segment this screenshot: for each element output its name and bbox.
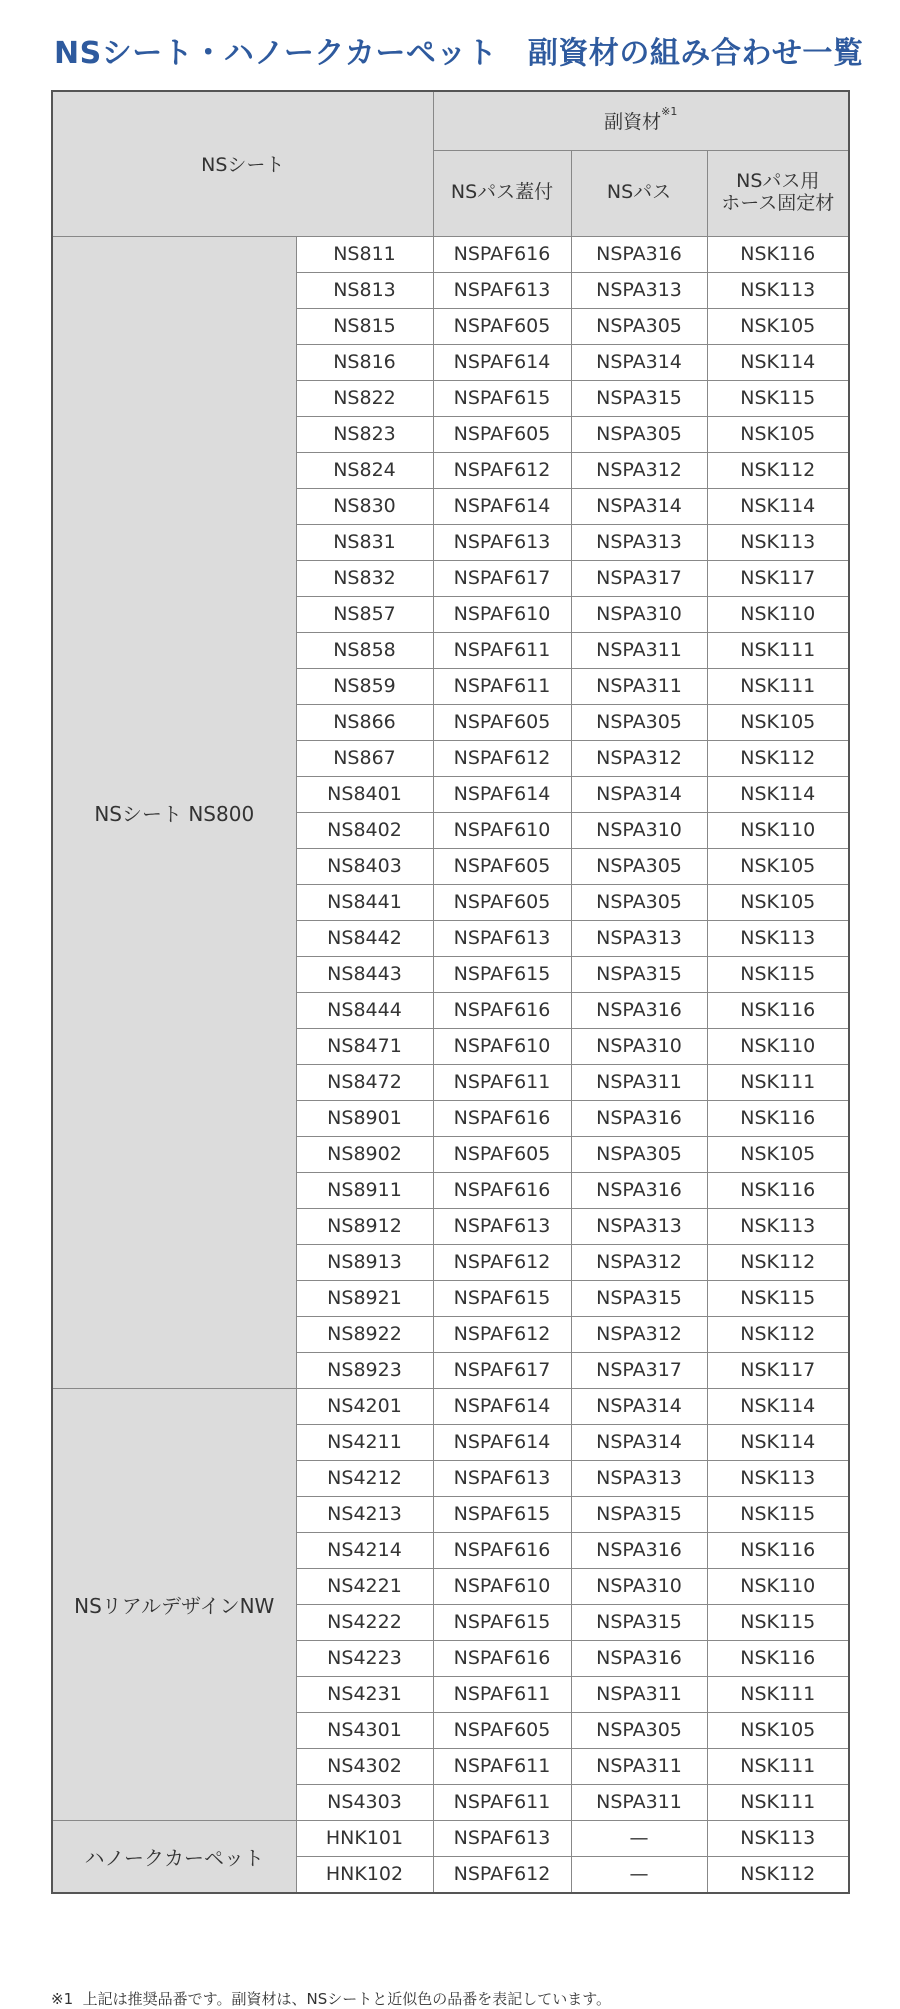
header-col-cap: NSパス蓋付 [433, 150, 571, 236]
cell-sheet-code: NS4213 [296, 1496, 433, 1532]
cell-hose-fixer: NSK116 [707, 1100, 849, 1136]
cell-pass-cap: NSPAF610 [433, 1568, 571, 1604]
cell-hose-fixer: NSK114 [707, 488, 849, 524]
cell-pass: NSPA314 [571, 776, 707, 812]
cell-hose-fixer: NSK110 [707, 812, 849, 848]
table-body [52, 236, 849, 1893]
cell-pass-cap: NSPAF605 [433, 1712, 571, 1748]
cell-pass: NSPA315 [571, 1496, 707, 1532]
cell-pass-cap: NSPAF616 [433, 1172, 571, 1208]
header-col-hose-line1: NSパス用 [736, 170, 820, 193]
cell-pass-cap: NSPAF605 [433, 1136, 571, 1172]
cell-sheet-code: NS4303 [296, 1784, 433, 1820]
cell-pass: NSPA315 [571, 1280, 707, 1316]
cell-hose-fixer: NSK113 [707, 920, 849, 956]
header-materials [433, 91, 849, 150]
cell-hose-fixer: NSK117 [707, 560, 849, 596]
cell-pass-cap: NSPAF611 [433, 1676, 571, 1712]
group-label: ハノークカーペット [52, 1820, 296, 1893]
cell-pass: NSPA315 [571, 1604, 707, 1640]
cell-sheet-code: NS4201 [296, 1388, 433, 1424]
cell-hose-fixer: NSK115 [707, 1280, 849, 1316]
cell-hose-fixer: NSK112 [707, 740, 849, 776]
cell-pass-cap: NSPAF613 [433, 1460, 571, 1496]
cell-hose-fixer: NSK105 [707, 884, 849, 920]
cell-pass: NSPA313 [571, 920, 707, 956]
cell-pass-cap: NSPAF616 [433, 236, 571, 272]
cell-pass-cap: NSPAF612 [433, 1316, 571, 1352]
cell-pass: NSPA316 [571, 1640, 707, 1676]
cell-pass: NSPA314 [571, 344, 707, 380]
cell-pass-cap: NSPAF610 [433, 1028, 571, 1064]
table-row [52, 1388, 849, 1424]
cell-sheet-code: NS8921 [296, 1280, 433, 1316]
cell-hose-fixer: NSK112 [707, 1856, 849, 1893]
cell-pass-cap: NSPAF612 [433, 452, 571, 488]
table-row [52, 236, 849, 272]
cell-sheet-code: NS859 [296, 668, 433, 704]
cell-pass-cap: NSPAF614 [433, 488, 571, 524]
cell-pass-cap: NSPAF605 [433, 416, 571, 452]
cell-sheet-code: HNK102 [296, 1856, 433, 1893]
cell-pass-cap: NSPAF616 [433, 1100, 571, 1136]
cell-hose-fixer: NSK111 [707, 1064, 849, 1100]
footnote-mark: ※1 [51, 1990, 74, 2008]
cell-pass: NSPA313 [571, 1208, 707, 1244]
cell-hose-fixer: NSK114 [707, 1424, 849, 1460]
cell-pass: NSPA317 [571, 1352, 707, 1388]
cell-pass-cap: NSPAF610 [433, 812, 571, 848]
cell-pass: NSPA305 [571, 848, 707, 884]
cell-pass: NSPA314 [571, 488, 707, 524]
cell-pass: NSPA316 [571, 236, 707, 272]
cell-hose-fixer: NSK112 [707, 1244, 849, 1280]
cell-hose-fixer: NSK105 [707, 308, 849, 344]
footnote-text: 上記は推奨品番です。副資材は、NSシートと近似色の品番を表記しています。 [82, 1990, 612, 2008]
group-label: NSシート NS800 [52, 236, 296, 1388]
combination-table [51, 90, 850, 1894]
cell-hose-fixer: NSK105 [707, 416, 849, 452]
cell-pass-cap: NSPAF615 [433, 956, 571, 992]
cell-hose-fixer: NSK115 [707, 956, 849, 992]
cell-pass: NSPA311 [571, 668, 707, 704]
cell-hose-fixer: NSK114 [707, 1388, 849, 1424]
cell-pass-cap: NSPAF616 [433, 1532, 571, 1568]
cell-pass-cap: NSPAF615 [433, 1496, 571, 1532]
cell-hose-fixer: NSK110 [707, 1028, 849, 1064]
cell-pass: NSPA316 [571, 1100, 707, 1136]
cell-sheet-code: NS8472 [296, 1064, 433, 1100]
cell-pass-cap: NSPAF614 [433, 1388, 571, 1424]
group-label: NSリアルデザインNW [52, 1388, 296, 1820]
cell-sheet-code: NS824 [296, 452, 433, 488]
cell-hose-fixer: NSK115 [707, 1496, 849, 1532]
cell-pass-cap: NSPAF614 [433, 1424, 571, 1460]
cell-pass-cap: NSPAF613 [433, 1208, 571, 1244]
cell-pass: NSPA305 [571, 416, 707, 452]
cell-pass-cap: NSPAF617 [433, 560, 571, 596]
cell-hose-fixer: NSK114 [707, 776, 849, 812]
cell-pass: NSPA314 [571, 1388, 707, 1424]
cell-hose-fixer: NSK116 [707, 992, 849, 1028]
cell-sheet-code: NS866 [296, 704, 433, 740]
cell-hose-fixer: NSK115 [707, 380, 849, 416]
cell-pass-cap: NSPAF616 [433, 992, 571, 1028]
cell-pass: NSPA305 [571, 884, 707, 920]
cell-pass-cap: NSPAF611 [433, 668, 571, 704]
cell-pass: NSPA315 [571, 380, 707, 416]
cell-pass-cap: NSPAF605 [433, 704, 571, 740]
cell-hose-fixer: NSK110 [707, 596, 849, 632]
cell-pass-cap: NSPAF605 [433, 848, 571, 884]
cell-pass: NSPA316 [571, 1532, 707, 1568]
table-row [52, 1820, 849, 1856]
cell-sheet-code: NS8402 [296, 812, 433, 848]
cell-sheet-code: NS8901 [296, 1100, 433, 1136]
header-materials-note: ※1 [661, 105, 678, 119]
header-materials-label: 副資材 [604, 111, 662, 134]
cell-pass: NSPA310 [571, 596, 707, 632]
cell-pass: NSPA305 [571, 1136, 707, 1172]
cell-sheet-code: NS8912 [296, 1208, 433, 1244]
cell-hose-fixer: NSK116 [707, 1172, 849, 1208]
cell-pass-cap: NSPAF610 [433, 596, 571, 632]
page-title: NSシート・ハノークカーペット 副資材の組み合わせ一覧 [54, 36, 864, 71]
cell-pass: — [571, 1856, 707, 1893]
cell-sheet-code: NS4212 [296, 1460, 433, 1496]
cell-sheet-code: NS831 [296, 524, 433, 560]
cell-hose-fixer: NSK113 [707, 1208, 849, 1244]
cell-sheet-code: NS813 [296, 272, 433, 308]
cell-sheet-code: NS4301 [296, 1712, 433, 1748]
cell-sheet-code: NS8922 [296, 1316, 433, 1352]
cell-pass: NSPA315 [571, 956, 707, 992]
header-sheet: NSシート [52, 91, 433, 236]
cell-sheet-code: NS4302 [296, 1748, 433, 1784]
cell-pass-cap: NSPAF605 [433, 308, 571, 344]
cell-sheet-code: NS811 [296, 236, 433, 272]
cell-pass-cap: NSPAF615 [433, 1604, 571, 1640]
cell-sheet-code: NS8902 [296, 1136, 433, 1172]
header-col-pass: NSパス [571, 150, 707, 236]
cell-sheet-code: NS816 [296, 344, 433, 380]
cell-sheet-code: NS832 [296, 560, 433, 596]
cell-pass: NSPA310 [571, 812, 707, 848]
cell-hose-fixer: NSK112 [707, 452, 849, 488]
cell-sheet-code: NS822 [296, 380, 433, 416]
cell-sheet-code: NS8443 [296, 956, 433, 992]
cell-pass: NSPA312 [571, 1316, 707, 1352]
cell-pass: NSPA314 [571, 1424, 707, 1460]
cell-sheet-code: NS8913 [296, 1244, 433, 1280]
cell-pass: NSPA316 [571, 1172, 707, 1208]
header-col-hose-line2: ホース固定材 [721, 192, 835, 214]
cell-sheet-code: NS857 [296, 596, 433, 632]
cell-pass: NSPA311 [571, 632, 707, 668]
cell-sheet-code: NS8471 [296, 1028, 433, 1064]
cell-pass: — [571, 1820, 707, 1856]
cell-sheet-code: NS867 [296, 740, 433, 776]
cell-sheet-code: NS4211 [296, 1424, 433, 1460]
cell-pass: NSPA313 [571, 1460, 707, 1496]
cell-pass: NSPA305 [571, 704, 707, 740]
cell-pass: NSPA312 [571, 452, 707, 488]
cell-sheet-code: NS823 [296, 416, 433, 452]
cell-pass-cap: NSPAF616 [433, 1640, 571, 1676]
cell-hose-fixer: NSK113 [707, 1820, 849, 1856]
cell-sheet-code: NS4222 [296, 1604, 433, 1640]
cell-pass-cap: NSPAF615 [433, 1280, 571, 1316]
cell-pass-cap: NSPAF612 [433, 1856, 571, 1893]
cell-sheet-code: NS8441 [296, 884, 433, 920]
cell-hose-fixer: NSK116 [707, 1532, 849, 1568]
cell-pass: NSPA313 [571, 524, 707, 560]
cell-pass: NSPA312 [571, 740, 707, 776]
cell-pass-cap: NSPAF611 [433, 1064, 571, 1100]
cell-hose-fixer: NSK110 [707, 1568, 849, 1604]
cell-hose-fixer: NSK114 [707, 344, 849, 380]
cell-hose-fixer: NSK105 [707, 1136, 849, 1172]
cell-pass-cap: NSPAF612 [433, 740, 571, 776]
cell-hose-fixer: NSK105 [707, 848, 849, 884]
cell-sheet-code: HNK101 [296, 1820, 433, 1856]
cell-hose-fixer: NSK116 [707, 236, 849, 272]
cell-pass: NSPA305 [571, 1712, 707, 1748]
cell-hose-fixer: NSK105 [707, 1712, 849, 1748]
cell-sheet-code: NS8911 [296, 1172, 433, 1208]
cell-pass: NSPA310 [571, 1028, 707, 1064]
footnote [51, 1988, 611, 2009]
cell-pass: NSPA312 [571, 1244, 707, 1280]
cell-pass-cap: NSPAF613 [433, 1820, 571, 1856]
cell-sheet-code: NS8401 [296, 776, 433, 812]
cell-pass-cap: NSPAF614 [433, 344, 571, 380]
cell-pass: NSPA311 [571, 1784, 707, 1820]
cell-pass-cap: NSPAF613 [433, 524, 571, 560]
header-col-hose [707, 150, 849, 236]
cell-pass: NSPA316 [571, 992, 707, 1028]
cell-hose-fixer: NSK105 [707, 704, 849, 740]
cell-hose-fixer: NSK113 [707, 524, 849, 560]
cell-hose-fixer: NSK117 [707, 1352, 849, 1388]
cell-pass: NSPA311 [571, 1064, 707, 1100]
cell-sheet-code: NS4214 [296, 1532, 433, 1568]
cell-hose-fixer: NSK111 [707, 1748, 849, 1784]
cell-hose-fixer: NSK111 [707, 1784, 849, 1820]
cell-pass-cap: NSPAF614 [433, 776, 571, 812]
cell-pass: NSPA310 [571, 1568, 707, 1604]
cell-hose-fixer: NSK112 [707, 1316, 849, 1352]
cell-pass-cap: NSPAF613 [433, 920, 571, 956]
cell-sheet-code: NS8403 [296, 848, 433, 884]
cell-pass: NSPA313 [571, 272, 707, 308]
cell-pass: NSPA305 [571, 308, 707, 344]
cell-pass-cap: NSPAF617 [433, 1352, 571, 1388]
cell-hose-fixer: NSK113 [707, 1460, 849, 1496]
cell-pass-cap: NSPAF615 [433, 380, 571, 416]
cell-hose-fixer: NSK111 [707, 1676, 849, 1712]
cell-pass: NSPA311 [571, 1748, 707, 1784]
cell-hose-fixer: NSK111 [707, 632, 849, 668]
cell-sheet-code: NS830 [296, 488, 433, 524]
cell-hose-fixer: NSK115 [707, 1604, 849, 1640]
cell-sheet-code: NS8923 [296, 1352, 433, 1388]
cell-sheet-code: NS8444 [296, 992, 433, 1028]
cell-sheet-code: NS858 [296, 632, 433, 668]
cell-pass-cap: NSPAF611 [433, 632, 571, 668]
cell-sheet-code: NS815 [296, 308, 433, 344]
cell-hose-fixer: NSK116 [707, 1640, 849, 1676]
cell-pass-cap: NSPAF613 [433, 272, 571, 308]
cell-hose-fixer: NSK111 [707, 668, 849, 704]
cell-sheet-code: NS4223 [296, 1640, 433, 1676]
cell-pass-cap: NSPAF611 [433, 1748, 571, 1784]
cell-sheet-code: NS4221 [296, 1568, 433, 1604]
cell-sheet-code: NS8442 [296, 920, 433, 956]
cell-hose-fixer: NSK113 [707, 272, 849, 308]
cell-sheet-code: NS4231 [296, 1676, 433, 1712]
cell-pass-cap: NSPAF611 [433, 1784, 571, 1820]
cell-pass-cap: NSPAF605 [433, 884, 571, 920]
cell-pass: NSPA317 [571, 560, 707, 596]
cell-pass-cap: NSPAF612 [433, 1244, 571, 1280]
cell-pass: NSPA311 [571, 1676, 707, 1712]
